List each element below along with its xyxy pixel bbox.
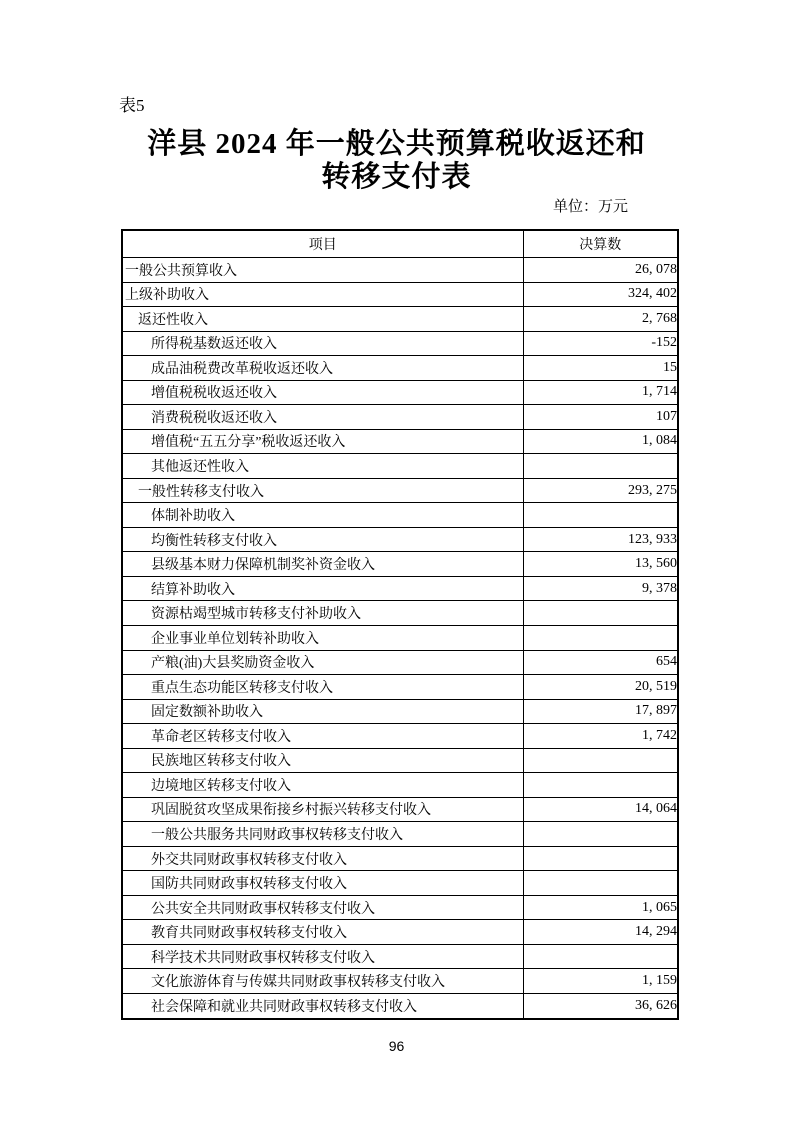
table-header-row	[122, 230, 678, 258]
row-value: 1, 159	[523, 969, 678, 994]
row-label: 县级基本财力保障机制奖补资金收入	[122, 552, 523, 577]
row-label: 一般性转移支付收入	[122, 478, 523, 503]
table-row	[122, 675, 678, 700]
row-label: 外交共同财政事权转移支付收入	[122, 846, 523, 871]
table-row	[122, 650, 678, 675]
table-row	[122, 331, 678, 356]
table-row	[122, 552, 678, 577]
table-row	[122, 846, 678, 871]
row-label: 结算补助收入	[122, 576, 523, 601]
table-row	[122, 380, 678, 405]
row-label: 体制补助收入	[122, 503, 523, 528]
row-label: 上级补助收入	[122, 282, 523, 307]
row-label: 公共安全共同财政事权转移支付收入	[122, 895, 523, 920]
table-body	[122, 258, 678, 1020]
row-label: 所得税基数返还收入	[122, 331, 523, 356]
row-label: 边境地区转移支付收入	[122, 773, 523, 798]
table-number-label: 表5	[119, 96, 145, 115]
table-row	[122, 527, 678, 552]
table-row	[122, 822, 678, 847]
row-value: 20, 519	[523, 675, 678, 700]
row-label: 科学技术共同财政事权转移支付收入	[122, 944, 523, 969]
row-label: 革命老区转移支付收入	[122, 724, 523, 749]
table-header	[122, 230, 678, 258]
row-value: 1, 714	[523, 380, 678, 405]
unit-note: 单位：万元	[552, 199, 628, 215]
table-row	[122, 282, 678, 307]
table-row	[122, 576, 678, 601]
row-label: 增值税“五五分享”税收返还收入	[122, 429, 523, 454]
row-label: 产粮(油)大县奖励资金收入	[122, 650, 523, 675]
row-value	[523, 822, 678, 847]
page-title-line2: 转移支付表	[321, 161, 472, 193]
table-row	[122, 724, 678, 749]
table-row	[122, 871, 678, 896]
table-row	[122, 625, 678, 650]
row-value	[523, 454, 678, 479]
table-row	[122, 773, 678, 798]
table-row	[122, 601, 678, 626]
table-row	[122, 478, 678, 503]
row-value	[523, 773, 678, 798]
row-label: 消费税税收返还收入	[122, 405, 523, 430]
row-label: 成品油税费改革税收返还收入	[122, 356, 523, 381]
row-value: 9, 378	[523, 576, 678, 601]
row-label: 其他返还性收入	[122, 454, 523, 479]
row-label: 一般公共服务共同财政事权转移支付收入	[122, 822, 523, 847]
row-value	[523, 871, 678, 896]
table-row	[122, 944, 678, 969]
row-value: 1, 084	[523, 429, 678, 454]
table-row	[122, 405, 678, 430]
table-row	[122, 797, 678, 822]
row-value	[523, 944, 678, 969]
row-label: 增值税税收返还收入	[122, 380, 523, 405]
row-value	[523, 601, 678, 626]
row-value: 654	[523, 650, 678, 675]
row-label: 返还性收入	[122, 307, 523, 332]
row-label: 均衡性转移支付收入	[122, 527, 523, 552]
row-value: 123, 933	[523, 527, 678, 552]
row-value	[523, 846, 678, 871]
table-row	[122, 993, 678, 1019]
row-value: 1, 065	[523, 895, 678, 920]
row-value: 1, 742	[523, 724, 678, 749]
row-label: 教育共同财政事权转移支付收入	[122, 920, 523, 945]
table-row	[122, 699, 678, 724]
budget-table	[121, 229, 679, 1020]
table-row	[122, 454, 678, 479]
row-value	[523, 503, 678, 528]
column-header-value: 决算数	[523, 230, 678, 258]
page-number: 96	[388, 1038, 405, 1054]
page-title-line1: 洋县 2024 年一般公共预算税收返还和	[147, 128, 646, 160]
row-value: 2, 768	[523, 307, 678, 332]
column-header-item: 项目	[122, 230, 523, 258]
table-row	[122, 258, 678, 283]
row-label: 资源枯竭型城市转移支付补助收入	[122, 601, 523, 626]
row-label: 一般公共预算收入	[122, 258, 523, 283]
table-row	[122, 748, 678, 773]
table-row	[122, 503, 678, 528]
row-value: 15	[523, 356, 678, 381]
row-value: 293, 275	[523, 478, 678, 503]
table-row	[122, 429, 678, 454]
row-value: 107	[523, 405, 678, 430]
row-value: 14, 294	[523, 920, 678, 945]
row-value: 26, 078	[523, 258, 678, 283]
row-value: 324, 402	[523, 282, 678, 307]
row-value	[523, 748, 678, 773]
row-value: 13, 560	[523, 552, 678, 577]
row-value: 36, 626	[523, 993, 678, 1019]
row-value: 14, 064	[523, 797, 678, 822]
row-label: 企业事业单位划转补助收入	[122, 625, 523, 650]
row-label: 固定数额补助收入	[122, 699, 523, 724]
row-label: 社会保障和就业共同财政事权转移支付收入	[122, 993, 523, 1019]
table-row	[122, 307, 678, 332]
row-label: 重点生态功能区转移支付收入	[122, 675, 523, 700]
row-value: -152	[523, 331, 678, 356]
table-row	[122, 895, 678, 920]
row-value: 17, 897	[523, 699, 678, 724]
row-label: 民族地区转移支付收入	[122, 748, 523, 773]
row-label: 国防共同财政事权转移支付收入	[122, 871, 523, 896]
row-label: 文化旅游体育与传媒共同财政事权转移支付收入	[122, 969, 523, 994]
page-title	[0, 128, 793, 194]
table-row	[122, 920, 678, 945]
row-label: 巩固脱贫攻坚成果衔接乡村振兴转移支付收入	[122, 797, 523, 822]
table-row	[122, 356, 678, 381]
table-row	[122, 969, 678, 994]
row-value	[523, 625, 678, 650]
